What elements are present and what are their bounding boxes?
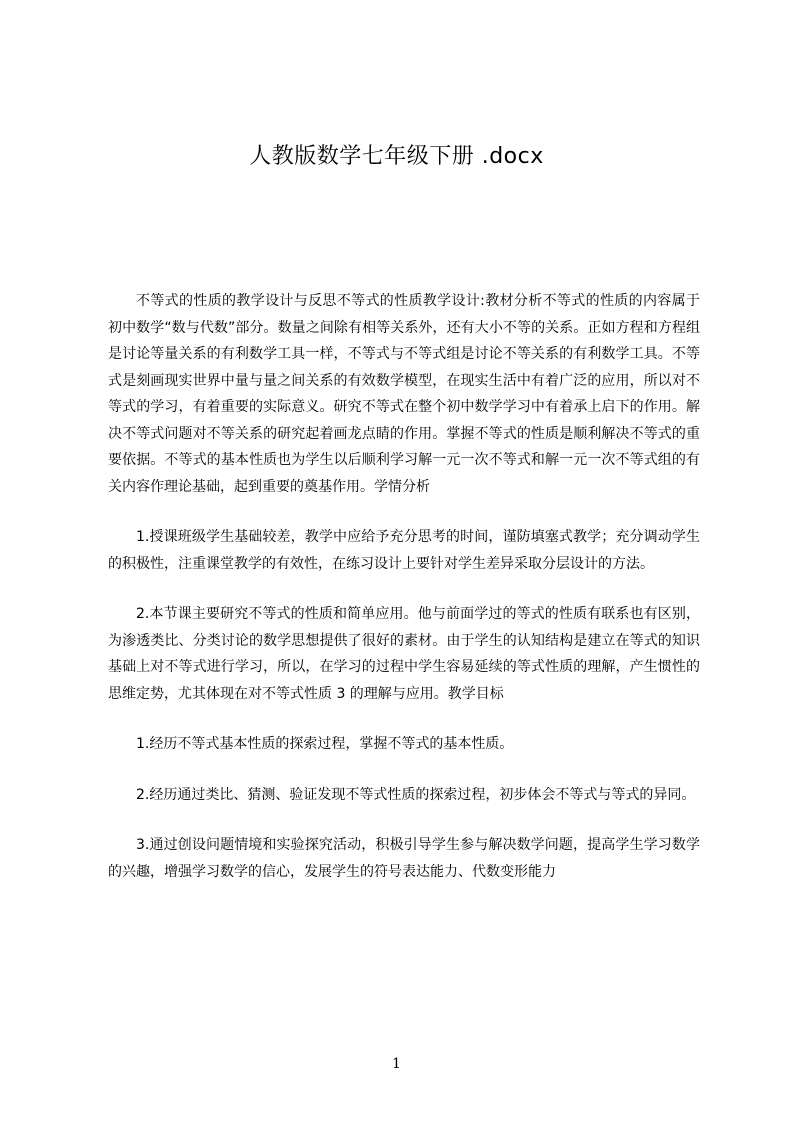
- document-body: [108, 288, 700, 885]
- paragraph-learning-analysis-2: 2.本节课主要研究不等式的性质和简单应用。他与前面学过的等式的性质有联系也有区别，为渗透类比、分类讨论的数学思想提供了很好的素材。由于学生的认知结构是建立在等式的知识基础上对不等式进行学习，所以，在学习的过程中学生容易延续的等式性质的理解，产生惯性的思维定势，尤其体现在对不等式性质 3 的理解与应用。教学目标: [108, 606, 700, 702]
- paragraph-objective-3: 3.通过创设问题情境和实验探究活动，积极引导学生参与解决数学问题，提高学生学习数学的兴趣，增强学习数学的信心，发展学生的符号表达能力、代数变形能力: [108, 837, 700, 880]
- paragraph-learning-analysis-1: 1.授课班级学生基础较差，教学中应给予充分思考的时间，谨防填塞式教学；充分调动学生的积极性，注重课堂教学的有效性，在练习设计上要针对学生差异采取分层设计的方法。: [108, 529, 700, 572]
- paragraph-intro-analysis: 不等式的性质的教学设计与反思不等式的性质教学设计:教材分析不等式的性质的内容属于初中数学“数与代数”部分。数量之间除有相等关系外，还有大小不等的关系。正如方程和方程组是讨论等量关系的有利数学工具一样，不等式与不等式组是讨论不等关系的有利数学工具。不等式是刻画现实世界中量与量之间关系的有效数学模型，在现实生活中有着广泛的应用，所以对不等式的学习，有着重要的实际意义。研究不等式在整个初中数学学习中有着承上启下的作用。解决不等式问题对不等关系的研究起着画龙点睛的作用。掌握不等式的性质是顺利解决不等式的重要依据。不等式的基本性质也为学生以后顺利学习解一元一次不等式和解一元一次不等式组的有关内容作理论基础，起到重要的奠基作用。学情分析: [108, 293, 700, 495]
- document-title: 人教版数学七年级下册 .docx: [249, 144, 544, 169]
- page-number: 1: [392, 1056, 401, 1072]
- paragraph-objective-2: 2.经历通过类比、猜测、验证发现不等式性质的探索过程，初步体会不等式与等式的异同。: [136, 786, 696, 803]
- paragraph-objective-1: 1.经历不等式基本性质的探索过程，掌握不等式的基本性质。: [136, 736, 514, 752]
